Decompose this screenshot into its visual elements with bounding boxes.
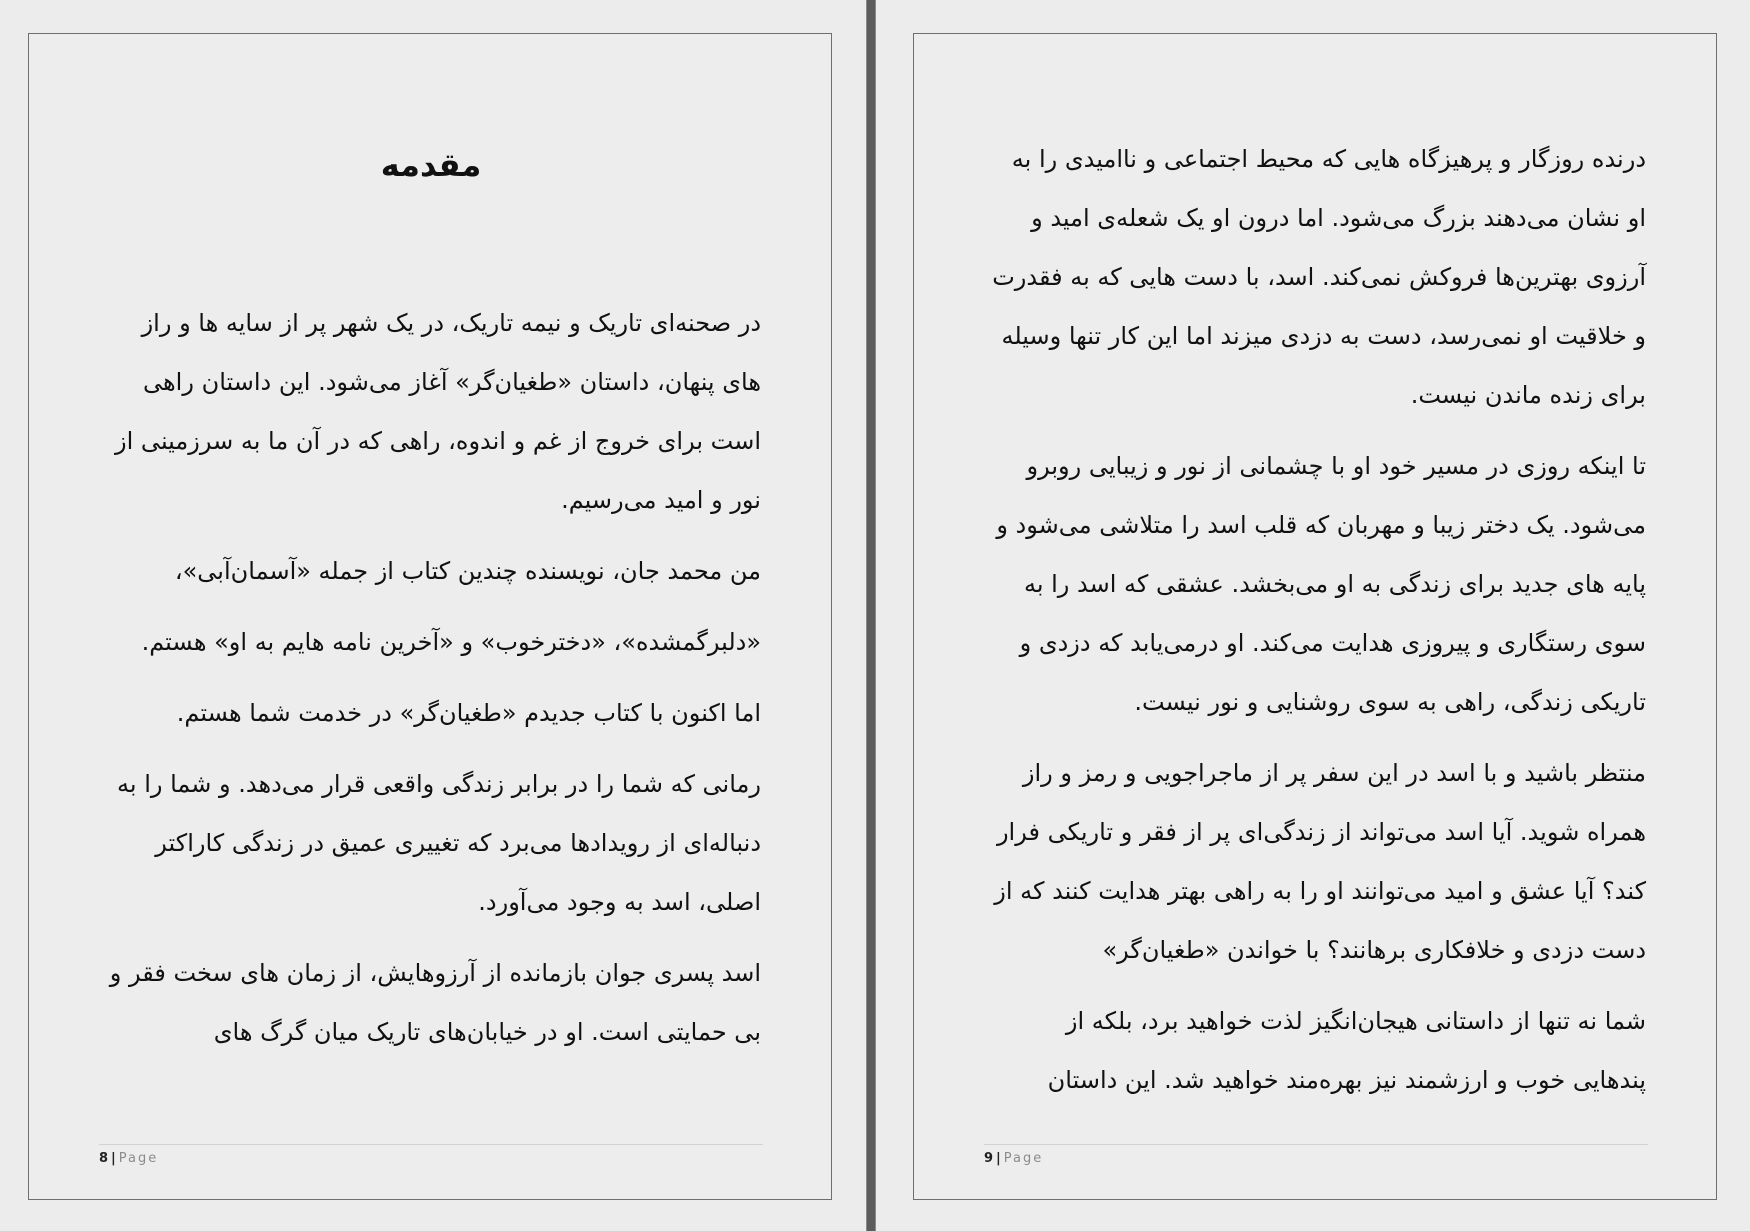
page-footer (984, 1144, 1648, 1166)
page-label: Page (118, 1151, 159, 1166)
page-number: 9 (984, 1151, 994, 1166)
paragraph: درنده روزگار و پرهیزگاه هایی که محیط اجتماعی و ناامیدی را به او نشان می‌دهند بزرگ می‌شود. اما درون او یک شعله‌ی امید و آرزوی بهترین‌ها فروکش نمی‌کند. اسد، با دست هایی که به فقدرت و خلاقیت او نمی‌رسد، دست به دزدی میزند اما این کار تنها وسیله برای زنده ماندن نیست. (992, 145, 1646, 409)
paragraph: اما اکنون با کتاب جدیدم «طغیان‌گر» در خدمت شما هستم. (176, 699, 761, 727)
paragraph: منتظر باشید و با اسد در این سفر پر از ماجراجویی و رمز و راز همراه شوید. آیا اسد می‌تواند از زندگی‌ای پر از فقر و تاریکی فرار کند؟ آیا عشق و امید می‌توانند او را به راهی بهتر هدایت کنند که از دست دزدی و خلافکاری برهانند؟ با خواندن «طغیان‌گر» (994, 759, 1646, 964)
page-separator: | (996, 1151, 1001, 1166)
page-8 (28, 33, 832, 1200)
paragraph: تا اینکه روزی در مسیر خود او با چشمانی از نور و زیبایی روبرو می‌شود. یک دختر زیبا و مهربان که قلب اسد را متلاشی می‌شود و پایه های جدید برای زندگی به او می‌بخشد. عشقی که اسد را به سوی رستگاری و پیروزی هدایت می‌کند. او درمی‌یابد که دزدی و تاریکی زندگی، راهی به سوی روشنایی و نور نیست. (996, 452, 1646, 716)
paragraph: من محمد جان، نویسنده چندین کتاب از جمله «آسمان‌آبی»، (174, 557, 761, 585)
page-label: Page (1003, 1151, 1044, 1166)
paragraph: اسد پسری جوان بازمانده از آرزوهایش، از زمان های سخت فقر و بی حمایتی است. او در خیابان‌های تاریک میان گرگ های (109, 959, 761, 1046)
page-title: مقدمه (380, 146, 482, 184)
paragraph: رمانی که شما را در برابر زندگی واقعی قرار می‌دهد. و شما را به دنباله‌ای از رویدادها می‌برد که تغییری عمیق در زندگی کاراکتر اصلی، اسد به وجود می‌آورد. (117, 770, 761, 916)
page-content (986, 130, 1646, 1122)
page-separator: | (111, 1151, 116, 1166)
page-number: 8 (99, 1151, 109, 1166)
page-9 (913, 33, 1717, 1200)
paragraph: در صحنه‌ای تاریک و نیمه تاریک، در یک شهر پر از سایه ها و راز های پنهان، داستان «طغیان‌گر» آغاز می‌شود. این داستان راهی است برای خروج از غم و اندوه، راهی که در آن ما به سرزمینی از نور و امید می‌رسیم. (115, 309, 761, 514)
page-content (101, 146, 761, 1074)
paragraph: «دلبرگمشده»، «دخترخوب» و «آخرین نامه هایم به او» هستم. (141, 628, 761, 656)
page-footer (99, 1144, 763, 1166)
page-spread-divider (866, 0, 876, 1231)
paragraph: شما نه تنها از داستانی هیجان‌انگیز لذت خواهید برد، بلکه از پندهایی خوب و ارزشمند نیز بهره‌مند خواهید شد. این داستان (1047, 1007, 1646, 1094)
